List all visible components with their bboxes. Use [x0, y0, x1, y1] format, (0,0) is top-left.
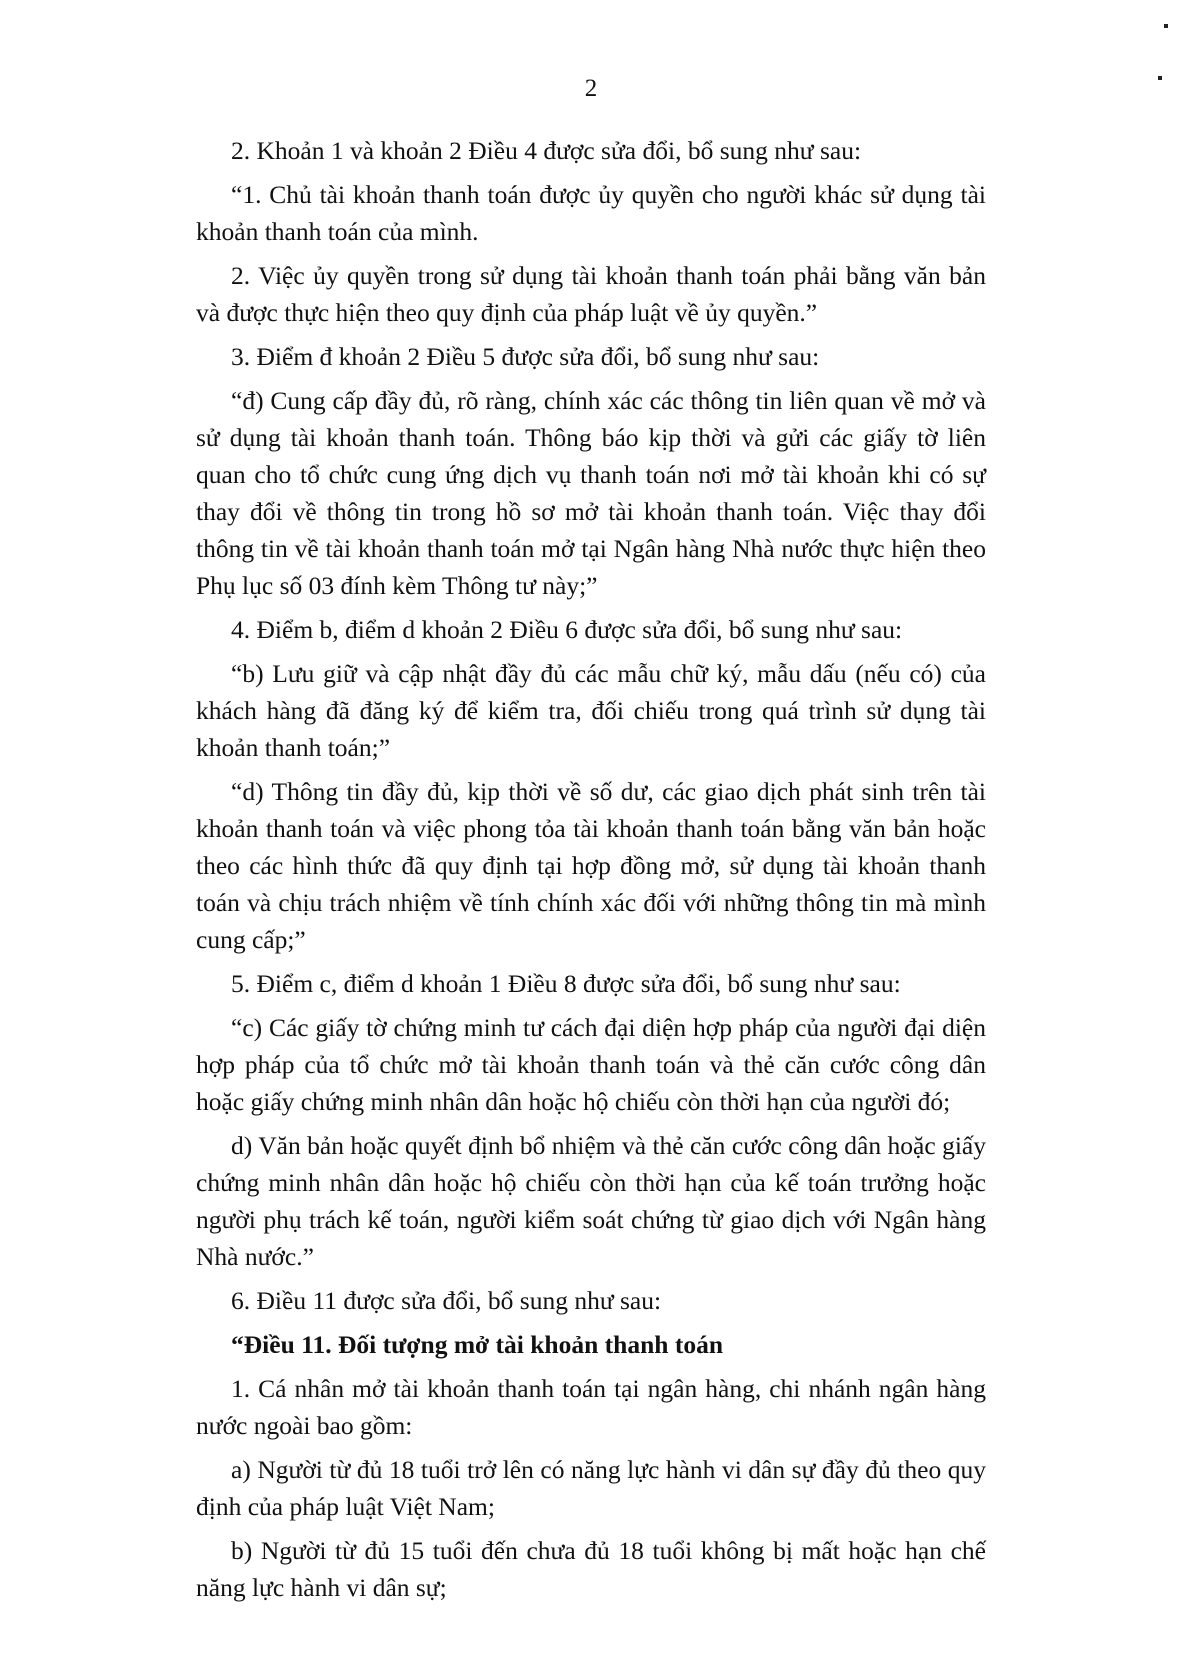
paragraph-amendment-4: 4. Điểm b, điểm d khoản 2 Điều 6 được sửa đổi, bổ sung như sau: [231, 615, 903, 644]
paragraph-point-dd-quote: “đ) Cung cấp đầy đủ, rõ ràng, chính xác các thông tin liên quan về mở và sử dụng tài khoản thanh toán. Thông báo kịp thời và gửi các giấy tờ liên quan cho tổ chức cung ứng dịch vụ thanh toán nơi mở tài khoản khi có sự thay đổi về thông tin trong hồ sơ mở tài khoản thanh toán. Việc thay đổi thông tin về tài khoản thanh toán mở tại Ngân hàng Nhà nước thực hiện theo Phụ lục số 03 đính kèm Thông tư này;” [196, 386, 986, 600]
paragraph-clause-2-quote: 2. Việc ủy quyền trong sử dụng tài khoản thanh toán phải bằng văn bản và được thực hiện theo quy định của pháp luật về ủy quyền.” [196, 261, 986, 327]
paragraph-point-c-quote: “c) Các giấy tờ chứng minh tư cách đại diện hợp pháp của người đại diện hợp pháp của tổ chức mở tài khoản thanh toán và thẻ căn cước công dân hoặc giấy chứng minh nhân dân hoặc hộ chiếu còn thời hạn của người đó; [196, 1013, 986, 1116]
document-body [196, 132, 986, 1613]
paragraph-point-b-quote: “b) Lưu giữ và cập nhật đầy đủ các mẫu chữ ký, mẫu dấu (nếu có) của khách hàng đã đăng ký để kiểm tra, đối chiếu trong quá trình sử dụng tài khoản thanh toán;” [196, 659, 986, 762]
paragraph-amendment-2: 2. Khoản 1 và khoản 2 Điều 4 được sửa đổi, bổ sung như sau: [231, 136, 862, 165]
paragraph-article-11-clause-1: 1. Cá nhân mở tài khoản thanh toán tại ngân hàng, chi nhánh ngân hàng nước ngoài bao gồm: [196, 1374, 986, 1440]
paragraph-amendment-3: 3. Điểm đ khoản 2 Điều 5 được sửa đổi, bổ sung như sau: [231, 342, 820, 371]
article-11-heading: “Điều 11. Đối tượng mở tài khoản thanh toán [231, 1330, 724, 1359]
paragraph-amendment-5: 5. Điểm c, điểm d khoản 1 Điều 8 được sửa đổi, bổ sung như sau: [231, 969, 901, 998]
paragraph-point-d-quote: “d) Thông tin đầy đủ, kịp thời về số dư, các giao dịch phát sinh trên tài khoản thanh toán và việc phong tỏa tài khoản thanh toán bằng văn bản hoặc theo các hình thức đã quy định tại hợp đồng mở, sử dụng tài khoản thanh toán và chịu trách nhiệm về tính chính xác đối với những thông tin mà mình cung cấp;” [196, 777, 986, 954]
paragraph-amendment-6: 6. Điều 11 được sửa đổi, bổ sung như sau: [231, 1286, 662, 1315]
page-number: 2 [584, 75, 598, 102]
paragraph-point-d-appointment: d) Văn bản hoặc quyết định bổ nhiệm và thẻ căn cước công dân hoặc giấy chứng minh nhân dân hoặc hộ chiếu còn thời hạn của kế toán trưởng hoặc người phụ trách kế toán, người kiểm soát chứng từ giao dịch với Ngân hàng Nhà nước.” [196, 1131, 986, 1271]
paragraph-article-11-point-b: b) Người từ đủ 15 tuổi đến chưa đủ 18 tuổi không bị mất hoặc hạn chế năng lực hành vi dân sự; [196, 1536, 986, 1602]
paragraph-clause-1-quote: “1. Chủ tài khoản thanh toán được ủy quyền cho người khác sử dụng tài khoản thanh toán của mình. [196, 180, 986, 246]
scan-artifact-mark [1164, 24, 1168, 28]
paragraph-article-11-point-a: a) Người từ đủ 18 tuổi trở lên có năng lực hành vi dân sự đầy đủ theo quy định của pháp luật Việt Nam; [196, 1455, 986, 1521]
